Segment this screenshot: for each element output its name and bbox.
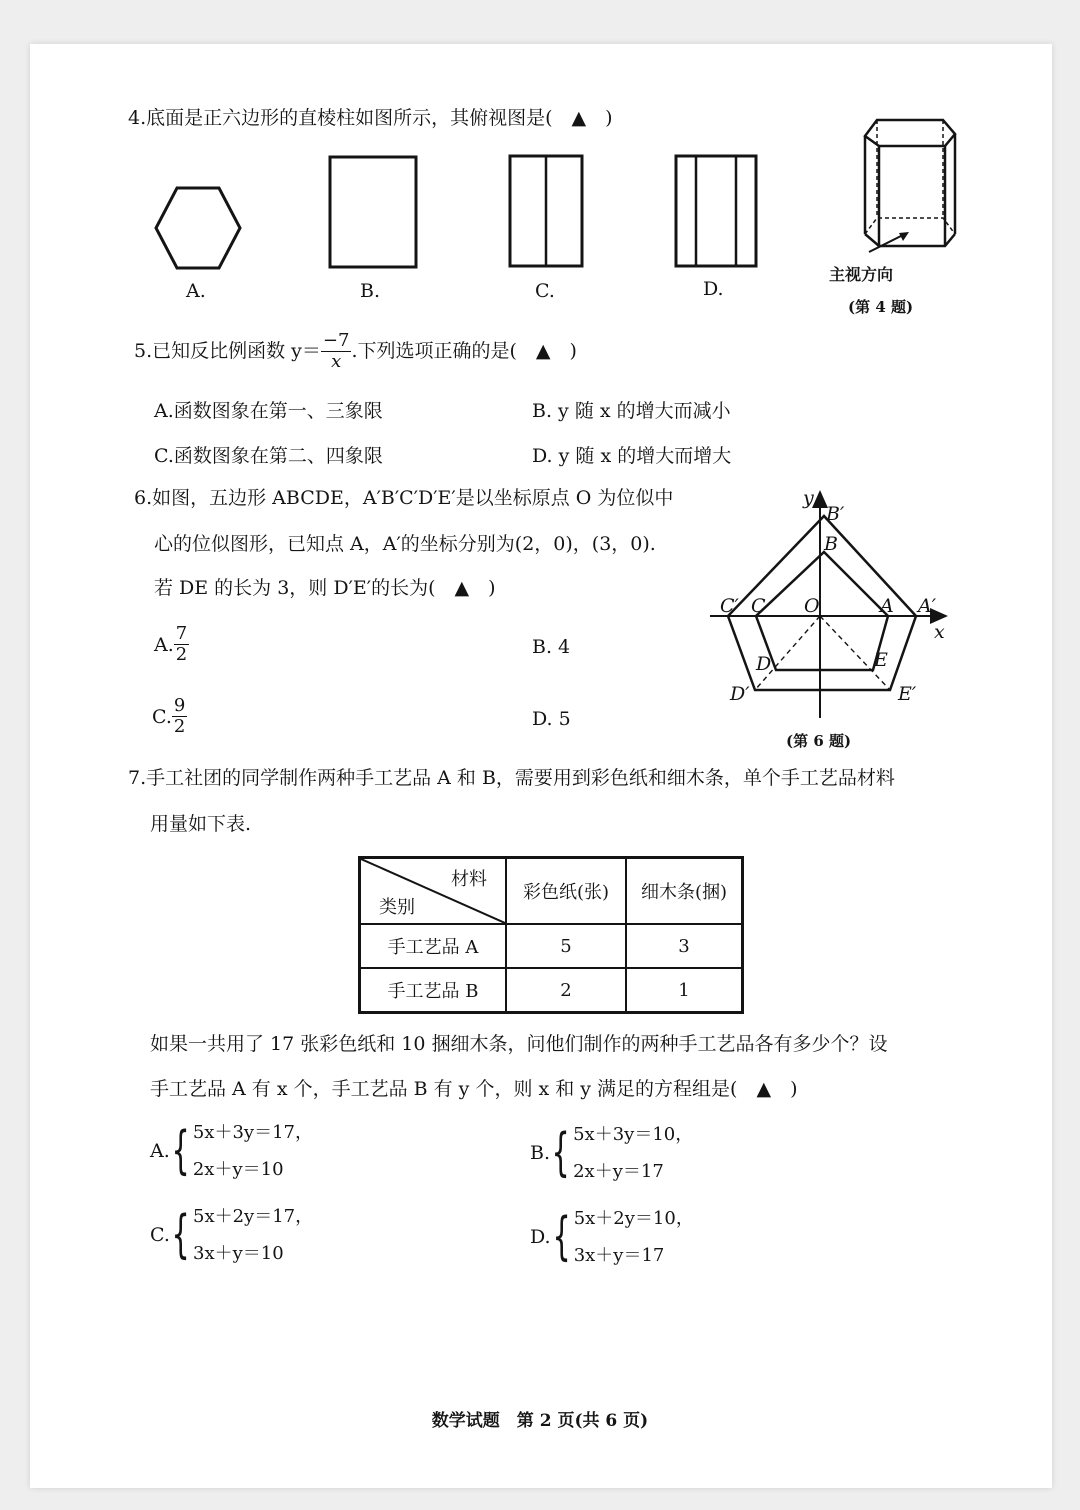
- q6-label-b-prime: B′: [826, 503, 845, 525]
- q6-line-2: 心的位似图形，已知点 A，A′的坐标分别为(2，0)，(3，0).: [154, 533, 656, 555]
- q7-option-c-brace: {: [171, 1205, 190, 1265]
- q7-option-d-eq2: 3x＋y＝17: [573, 1245, 665, 1266]
- q6-option-c-label: C.: [152, 705, 172, 728]
- table-cell-name: 手工艺品 A: [360, 924, 507, 968]
- table-cell-paper: 2: [506, 968, 626, 1013]
- q5-fraction-denominator: x: [331, 350, 342, 372]
- q5-fraction-numerator: −7: [322, 329, 350, 351]
- q6-option-c-numerator: 9: [173, 695, 186, 716]
- q7-option-a-eq1: 5x＋3y＝17，: [192, 1122, 313, 1143]
- q7-option-d-eq1: 5x＋2y＝10，: [573, 1208, 694, 1229]
- q4-option-c-label: C.: [535, 280, 555, 302]
- table-header-wood: 细木条(捆): [626, 858, 743, 925]
- q5-suffix: .下列选项正确的是( ▲ ): [351, 340, 577, 362]
- q4-question: 4.底面是正六边形的直棱柱如图所示，其俯视图是( ▲ ): [128, 107, 613, 129]
- q6-option-b: B. 4: [532, 636, 571, 658]
- q6-option-a-numerator: 7: [175, 623, 188, 644]
- q7-option-d: [530, 1200, 694, 1274]
- q7-option-b-eq1: 5x＋3y＝10，: [573, 1124, 694, 1145]
- q4-caption: (第 4 题): [848, 298, 914, 316]
- q6-line-1: 6.如图，五边形 ABCDE，A′B′C′D′E′是以坐标原点 O 为位似中: [134, 487, 674, 509]
- q6-label-x: x: [934, 621, 945, 643]
- q6-label-y: y: [803, 487, 814, 509]
- q7-option-c-label: C.: [150, 1224, 170, 1246]
- q7-option-c: [150, 1198, 313, 1272]
- q6-line-3: 若 DE 的长为 3，则 D′E′的长为( ▲ ): [154, 577, 496, 599]
- q6-label-e-prime: E′: [898, 683, 917, 705]
- q7-option-c-eq2: 3x＋y＝10: [193, 1243, 284, 1264]
- q4-option-a-label: A.: [186, 280, 206, 302]
- q6-label-c-prime: C′: [720, 595, 739, 617]
- q7-option-b-system: [573, 1116, 693, 1190]
- table-corner-top: 材料: [451, 869, 487, 890]
- q7-option-b-eq2: 2x＋y＝17: [573, 1161, 664, 1182]
- page-footer: 数学试题 第 2 页(共 6 页): [431, 1411, 649, 1431]
- q5-prefix: 5.已知反比例函数 y＝: [134, 340, 321, 362]
- q5-option-d: D. y 随 x 的增大而增大: [532, 445, 732, 467]
- q6-label-d-prime: D′: [730, 683, 750, 705]
- table-cell-name: 手工艺品 B: [360, 968, 507, 1013]
- q6-label-a: A: [880, 595, 894, 617]
- table-row: [360, 968, 743, 1013]
- q7-option-d-brace: {: [552, 1207, 571, 1267]
- table-row: [360, 924, 743, 968]
- q6-option-a-label: A.: [154, 633, 174, 656]
- q6-inner-pentagon: [756, 552, 888, 670]
- q7-option-a: [150, 1114, 313, 1188]
- q7-option-c-system: [193, 1198, 313, 1272]
- q7-option-d-label: D.: [530, 1226, 551, 1248]
- q7-line-2: 用量如下表.: [150, 813, 252, 835]
- q6-option-a-denominator: 2: [175, 644, 188, 665]
- q4-option-d-label: D.: [703, 278, 724, 300]
- q7-materials-table: [358, 856, 744, 1014]
- q5-option-a: A.函数图象在第一、三象限: [154, 400, 383, 422]
- q7-line-1: 7.手工社团的同学制作两种手工艺品 A 和 B，需要用到彩色纸和细木条，单个手工艺品材料: [128, 767, 895, 789]
- q5-option-c: C.函数图象在第二、四象限: [154, 445, 383, 467]
- q7-option-b-label: B.: [530, 1142, 551, 1164]
- table-cell-paper: 5: [506, 924, 626, 968]
- table-corner-bottom: 类别: [379, 897, 415, 918]
- q7-option-a-brace: {: [171, 1121, 190, 1181]
- q6-option-c-denominator: 2: [173, 716, 186, 737]
- q6-label-b: B: [824, 533, 838, 555]
- table-cell-wood: 3: [626, 924, 743, 968]
- q7-option-c-eq1: 5x＋2y＝17，: [193, 1206, 314, 1227]
- table-header-row: [360, 858, 743, 925]
- q7-option-a-eq2: 2x＋y＝10: [192, 1159, 284, 1180]
- q6-dashed-rays: [755, 616, 890, 690]
- q6-option-d: D. 5: [532, 708, 571, 730]
- q6-label-d: D: [756, 653, 772, 675]
- q6-label-o: O: [804, 595, 820, 617]
- q6-label-a-prime: A′: [918, 595, 937, 617]
- q7-option-a-label: A.: [150, 1140, 170, 1162]
- q7-option-a-system: [193, 1114, 313, 1188]
- q6-label-e: E: [874, 649, 888, 671]
- q7-line-4: 手工艺品 A 有 x 个，手工艺品 B 有 y 个，则 x 和 y 满足的方程组是( ▲ ): [150, 1078, 798, 1100]
- q5-option-b: B. y 随 x 的增大而减小: [532, 400, 731, 422]
- q6-caption: (第 6 题): [786, 732, 852, 750]
- table-header-paper: 彩色纸(张): [506, 858, 626, 925]
- q7-option-d-system: [574, 1200, 694, 1274]
- q4-option-b-label: B.: [360, 280, 381, 302]
- q4-view-direction-label: 主视方向: [829, 265, 894, 284]
- table-corner-cell: [360, 858, 507, 925]
- q7-option-b: [530, 1116, 693, 1190]
- q7-option-b-brace: {: [551, 1123, 570, 1183]
- table-cell-wood: 1: [626, 968, 743, 1013]
- q6-label-c: C: [751, 595, 766, 617]
- q7-line-3: 如果一共用了 17 张彩色纸和 10 捆细木条，问他们制作的两种手工艺品各有多少个？设: [150, 1033, 888, 1055]
